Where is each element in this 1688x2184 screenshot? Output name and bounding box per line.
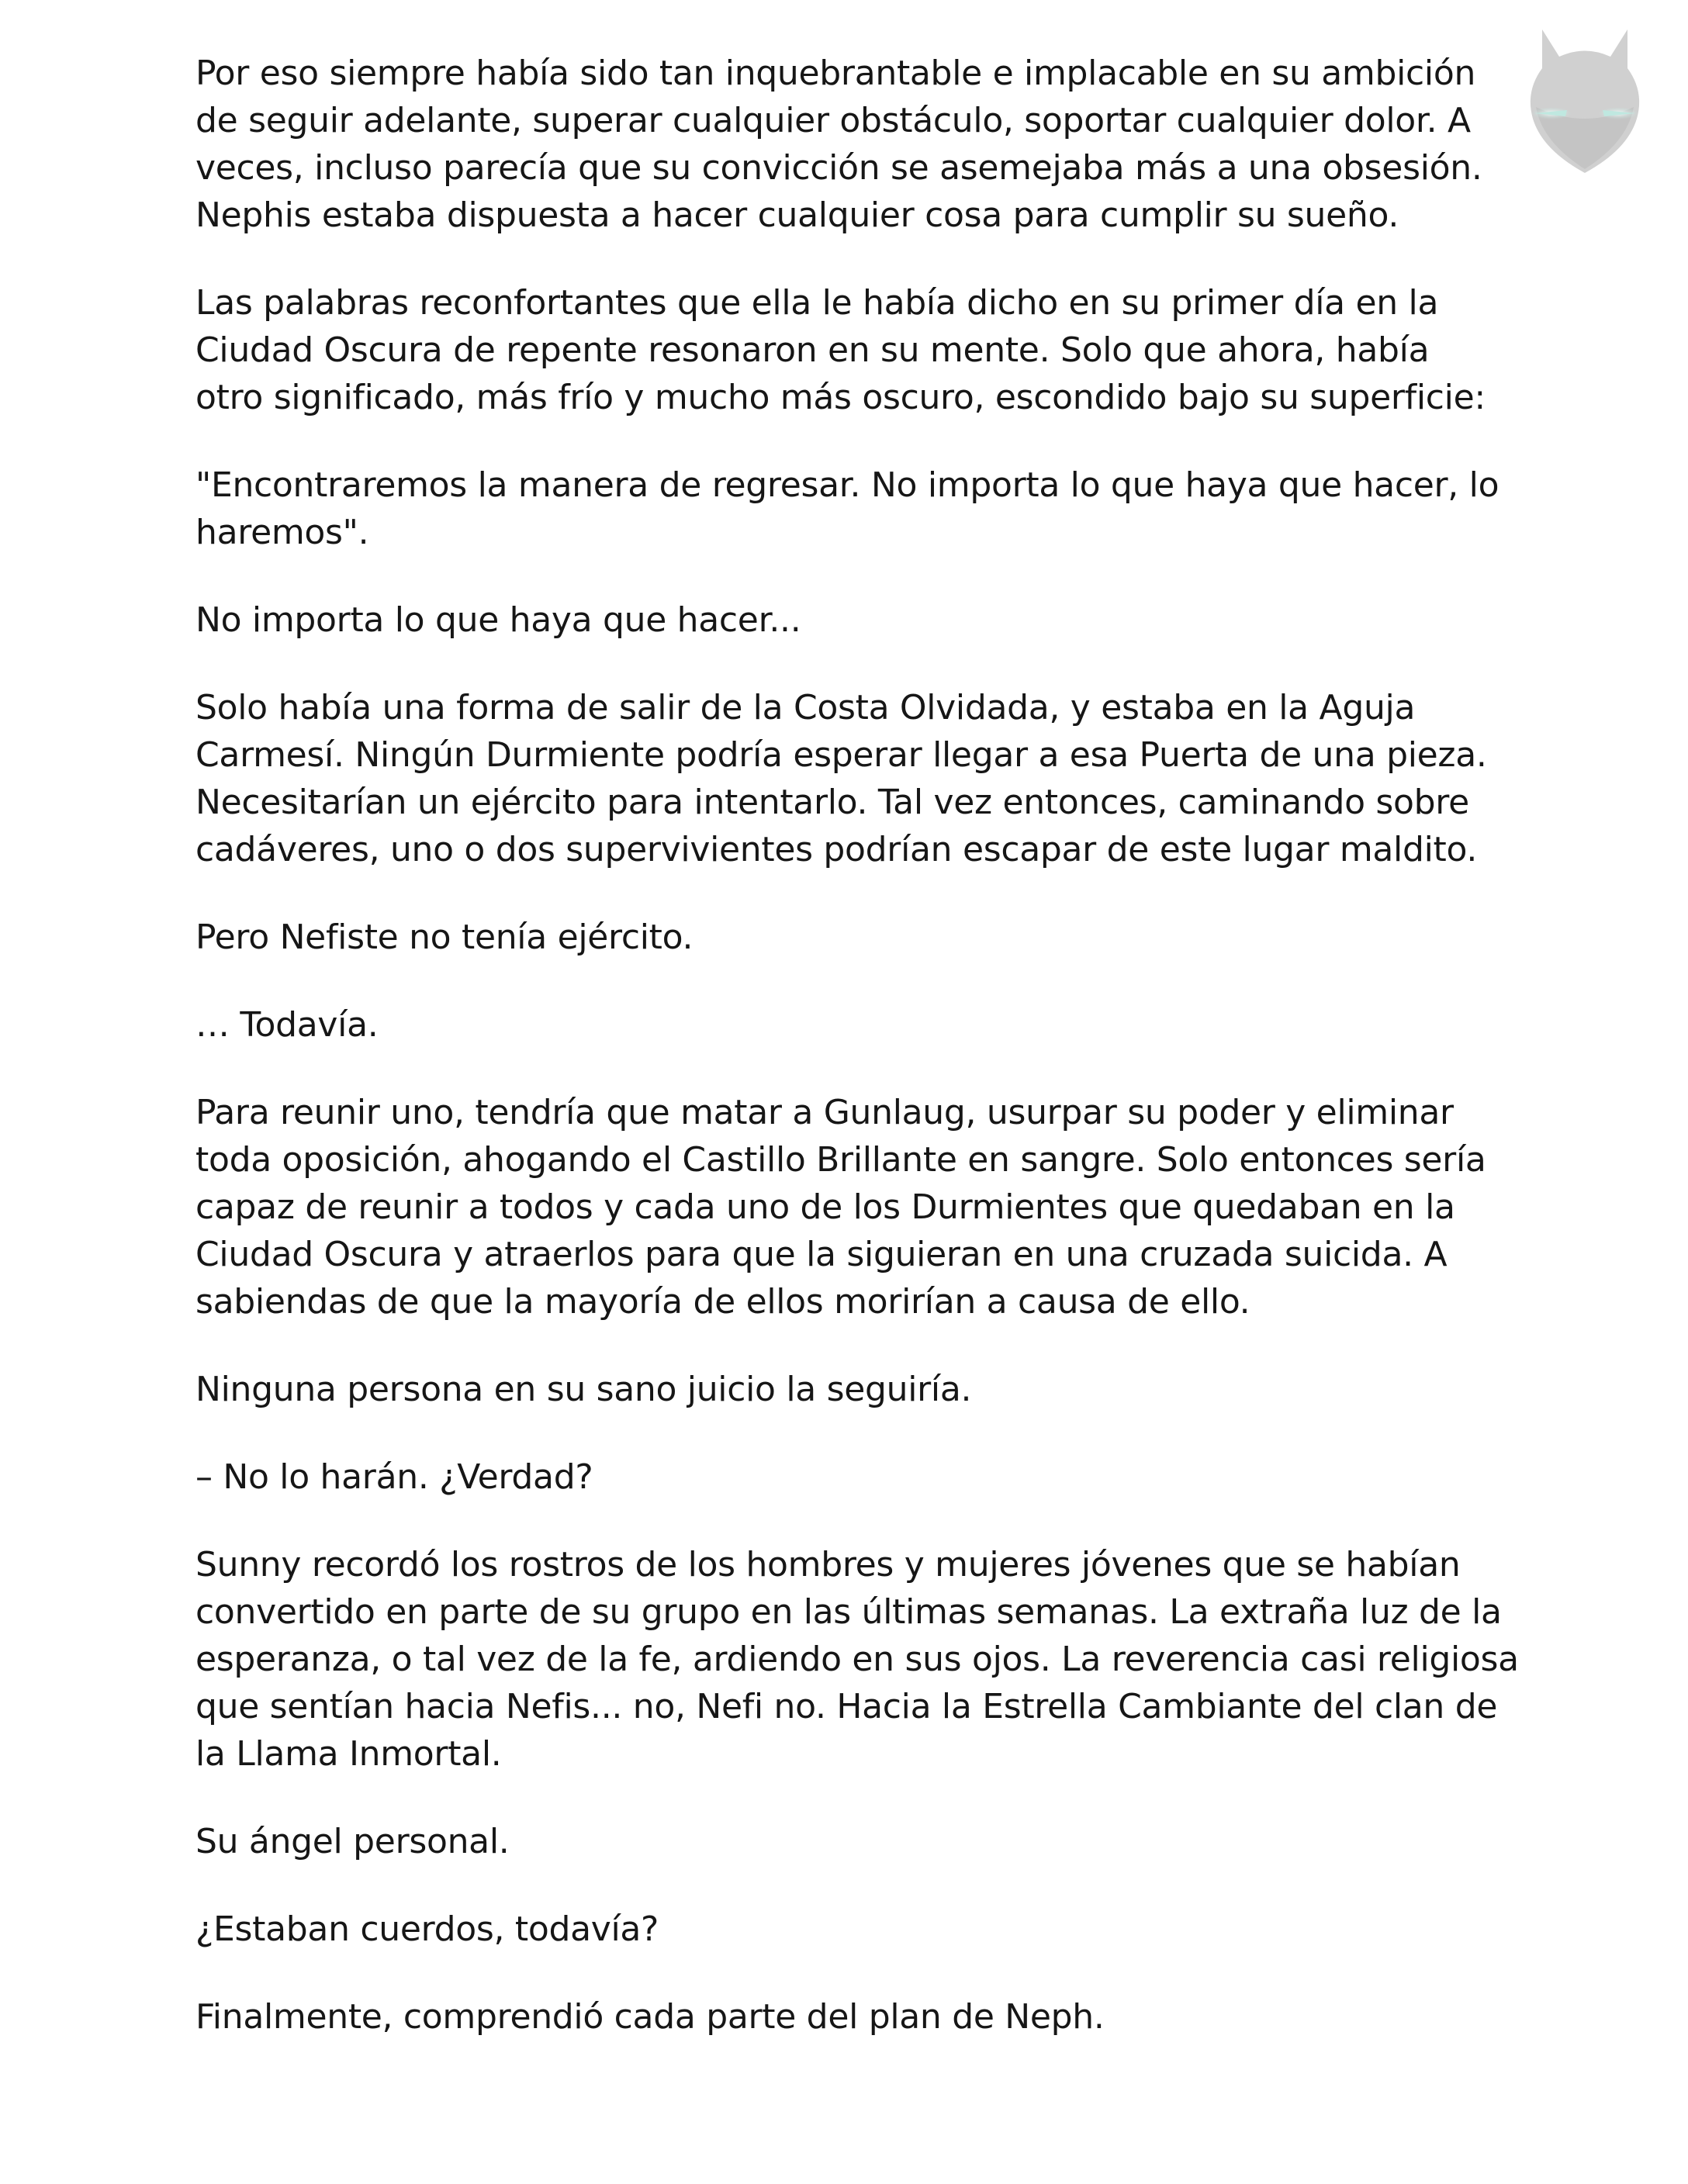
paragraph: Pero Nefiste no tenía ejército.: [195, 917, 694, 957]
paragraph: Sunny recordó los rostros de los hombres y mujeres jóvenes que se habían convertido en parte de su grupo en las últimas semanas. La extraña luz de la esperanza, o tal vez de la fe, ardiendo en sus ojos. La reverencia casi religiosa que sentían hacia Nefis... no, Nefi no. Hacia la Estrella Cambiante del clan de la Llama Inmortal.: [195, 1545, 1519, 1774]
paragraph: "Encontraremos la manera de regresar. No importa lo que haya que hacer, lo haremos".: [195, 465, 1499, 552]
paragraph: Solo había una forma de salir de la Costa Olvidada, y estaba en la Aguja Carmesí. Ningún Durmiente podría esperar llegar a esa Puerta de una pieza. Necesitarían un ejército para intentarlo. Tal vez entonces, caminando sobre cadáveres, uno o dos supervivientes podrían escapar de este lugar maldito.: [195, 688, 1487, 869]
paragraph: Finalmente, comprendió cada parte del plan de Neph.: [195, 1997, 1105, 2037]
paragraph: … Todavía.: [195, 1005, 379, 1045]
paragraph: Por eso siempre había sido tan inquebrantable e implacable en su ambición de seguir adelante, superar cualquier obstáculo, soportar cualquier dolor. A veces, incluso parecía que su convicción se asemejaba más a una obsesión. Nephis estaba dispuesta a hacer cualquier cosa para cumplir su sueño.: [195, 54, 1482, 235]
paragraph: Para reunir uno, tendría que matar a Gunlaug, usurpar su poder y eliminar toda oposición, ahogando el Castillo Brillante en sangre. Solo entonces sería capaz de reunir a todos y cada uno de los Durmientes que quedaban en la Ciudad Oscura y atraerlos para que la siguieran en una cruzada suicida. A sabiendas de que la mayoría de ellos morirían a causa de ello.: [195, 1093, 1486, 1322]
paragraph: No importa lo que haya que hacer...: [195, 600, 801, 640]
horned-demon-head-icon: [1511, 14, 1659, 181]
paragraph: ¿Estaban cuerdos, todavía?: [195, 1909, 659, 1949]
paragraph: Ninguna persona en su sano juicio la seguiría.: [195, 1370, 972, 1409]
document-page: [195, 50, 1530, 2081]
paragraph: – No lo harán. ¿Verdad?: [195, 1457, 593, 1497]
paragraph: Las palabras reconfortantes que ella le había dicho en su primer día en la Ciudad Oscura de repente resonaron en su mente. Solo que ahora, había otro significado, más frío y mucho más oscuro, escondido bajo su superficie:: [195, 283, 1486, 417]
paragraph: Su ángel personal.: [195, 1822, 510, 1861]
